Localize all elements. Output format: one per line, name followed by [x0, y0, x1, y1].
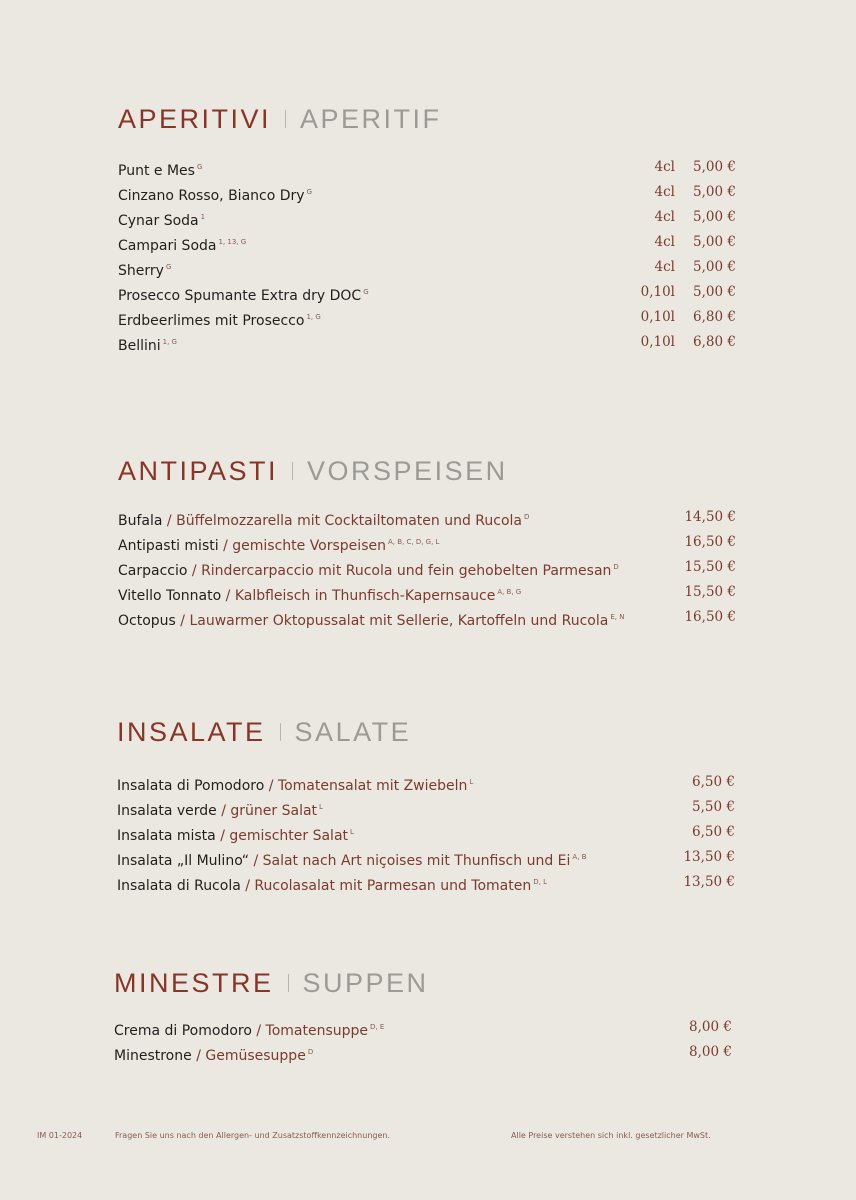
item-quantity: 0,10l	[640, 309, 675, 325]
item-price: 6,50 €	[692, 774, 735, 790]
heading-italian: MINESTRE	[114, 967, 274, 998]
footer-code: IM 01-2024	[37, 1131, 83, 1140]
menu-item	[114, 1015, 734, 1040]
item-allergens: G	[196, 163, 203, 171]
item-separator: /	[187, 563, 202, 579]
item-price: 13,50 €	[683, 849, 735, 865]
aperitivi-heading	[118, 102, 738, 136]
item-allergens: A, B	[572, 853, 587, 861]
menu-item	[118, 155, 738, 180]
item-allergens: 1, G	[162, 338, 177, 346]
menu-item	[117, 795, 737, 820]
item-price: 13,50 €	[683, 874, 735, 890]
item-price: 14,50 €	[684, 509, 736, 525]
item-separator: /	[191, 1048, 206, 1064]
item-name: Vitello Tonnato	[118, 588, 222, 604]
menu-item	[118, 330, 738, 355]
item-name: Bufala	[118, 513, 163, 529]
item-separator: /	[240, 878, 255, 894]
item-allergens: D	[613, 563, 619, 571]
item-price: 16,50 €	[684, 534, 736, 550]
item-description: Tomatensuppe	[265, 1023, 369, 1039]
item-price: 5,00 €	[693, 184, 736, 200]
item-separator: /	[251, 1023, 266, 1039]
insalate-heading	[117, 715, 737, 749]
item-quantity: 4cl	[654, 234, 675, 250]
item-separator: /	[264, 778, 278, 794]
menu-item	[117, 770, 737, 795]
item-quantity: 4cl	[654, 259, 675, 275]
item-description: gemischter Salat	[229, 828, 349, 844]
item-price: 6,80 €	[693, 309, 736, 325]
item-description: Rucolasalat mit Parmesan und Tomaten	[254, 878, 532, 894]
item-name: Insalata di Rucola	[117, 878, 241, 894]
aperitivi-section	[118, 102, 738, 355]
footer-allergen-note: Fragen Sie uns nach den Allergen- und Zusatzstoffkennzeichnungen.	[115, 1131, 391, 1140]
item-price: 15,50 €	[684, 559, 736, 575]
item-name: Carpaccio	[118, 563, 188, 579]
item-price: 5,00 €	[693, 284, 736, 300]
item-name: Octopus	[118, 613, 176, 629]
item-quantity: 4cl	[654, 184, 675, 200]
item-quantity: 4cl	[654, 209, 675, 225]
item-description: Lauwarmer Oktopussalat mit Sellerie, Kartoffeln und Rucola	[189, 613, 609, 629]
menu-item	[117, 845, 737, 870]
footer-price-note: Alle Preise verstehen sich inkl. gesetzlicher MwSt.	[511, 1131, 711, 1140]
minestre-section	[114, 966, 734, 1065]
item-name: Antipasti misti	[118, 538, 219, 554]
item-name: Insalata „Il Mulino“	[117, 853, 249, 869]
item-description: Gemüsesuppe	[205, 1048, 306, 1064]
heading-italian: ANTIPASTI	[118, 455, 279, 486]
item-separator: /	[215, 828, 230, 844]
item-name: Erdbeerlimes mit Prosecco	[118, 313, 305, 329]
heading-divider	[285, 110, 286, 128]
item-description: Salat nach Art niçoises mit Thunfisch und Ei	[262, 853, 571, 869]
item-allergens: G	[363, 288, 369, 296]
item-allergens: 1, 13, G	[218, 238, 247, 246]
item-price: 16,50 €	[684, 609, 736, 625]
item-description: grüner Salat	[230, 803, 318, 819]
item-separator: /	[216, 803, 231, 819]
item-name: Campari Soda	[118, 238, 217, 254]
item-price: 15,50 €	[684, 584, 736, 600]
item-allergens: 1	[200, 213, 206, 221]
item-quantity: 0,10l	[640, 334, 675, 350]
heading-italian: INSALATE	[117, 716, 266, 747]
item-name: Insalata verde	[117, 803, 217, 819]
item-name: Cinzano Rosso, Bianco Dry	[118, 188, 305, 204]
insalate-section	[117, 715, 737, 895]
heading-divider	[292, 462, 293, 480]
heading-german: VORSPEISEN	[307, 455, 508, 486]
menu-item	[118, 580, 738, 605]
heading-german: APERITIF	[300, 103, 442, 134]
item-allergens: G	[306, 188, 312, 196]
item-price: 5,00 €	[693, 159, 736, 175]
menu-item	[118, 505, 738, 530]
item-allergens: A, B, G	[497, 588, 522, 596]
menu-item	[118, 530, 738, 555]
minestre-heading	[114, 966, 734, 1000]
item-description: Büffelmozzarella mit Cocktailtomaten und Rucola	[176, 513, 523, 529]
heading-german: SALATE	[294, 716, 412, 747]
item-description: Rindercarpaccio mit Rucola und fein gehobelten Parmesan	[201, 563, 612, 579]
item-separator: /	[175, 613, 190, 629]
item-price: 8,00 €	[689, 1019, 732, 1035]
item-price: 5,00 €	[693, 259, 736, 275]
menu-item	[117, 820, 737, 845]
item-name: Insalata mista	[117, 828, 216, 844]
item-description: Tomatensalat mit Zwiebeln	[277, 778, 468, 794]
item-description: gemischte Vorspeisen	[232, 538, 386, 554]
menu-item	[118, 555, 738, 580]
item-name: Crema di Pomodoro	[114, 1023, 252, 1039]
item-name: Insalata di Pomodoro	[117, 778, 265, 794]
menu-item	[118, 255, 738, 280]
minestre-list	[114, 1015, 734, 1065]
item-price: 6,80 €	[693, 334, 736, 350]
heading-german: SUPPEN	[302, 967, 429, 998]
item-price: 6,50 €	[692, 824, 735, 840]
item-allergens: G	[165, 263, 172, 271]
item-price: 8,00 €	[689, 1044, 732, 1060]
item-name: Punt e Mes	[118, 163, 195, 179]
item-quantity: 4cl	[654, 159, 675, 175]
heading-divider	[280, 723, 281, 741]
item-quantity: 0,10l	[640, 284, 675, 300]
item-separator: /	[221, 588, 235, 604]
item-description: Kalbfleisch in Thunfisch-Kapernsauce	[234, 588, 496, 604]
item-name: Sherry	[118, 263, 164, 279]
item-allergens: D	[307, 1048, 314, 1056]
item-allergens: 1, G	[306, 313, 321, 321]
item-separator: /	[162, 513, 177, 529]
item-allergens: D	[524, 513, 530, 521]
heading-divider	[288, 974, 289, 992]
menu-item	[118, 305, 738, 330]
antipasti-list	[118, 505, 738, 630]
heading-italian: APERITIVI	[118, 103, 272, 134]
antipasti-section	[118, 454, 738, 630]
menu-item	[117, 870, 737, 895]
item-allergens: L	[319, 803, 323, 811]
item-price: 5,50 €	[692, 799, 735, 815]
menu-item	[114, 1040, 734, 1065]
item-separator: /	[249, 853, 263, 869]
item-price: 5,00 €	[693, 234, 736, 250]
item-separator: /	[218, 538, 233, 554]
item-allergens: L	[350, 828, 354, 836]
item-name: Bellini	[118, 338, 161, 354]
antipasti-heading	[118, 454, 738, 488]
menu-item	[118, 280, 738, 305]
item-price: 5,00 €	[693, 209, 736, 225]
aperitivi-list	[118, 155, 738, 355]
item-name: Minestrone	[114, 1048, 192, 1064]
item-name: Cynar Soda	[118, 213, 199, 229]
item-allergens: L	[469, 778, 474, 786]
menu-item	[118, 605, 738, 630]
item-allergens: D, L	[533, 878, 547, 886]
insalate-list	[117, 770, 737, 895]
menu-item	[118, 205, 738, 230]
menu-item	[118, 180, 738, 205]
item-allergens: A, B, C, D, G, L	[387, 538, 440, 546]
item-allergens: D, E	[370, 1023, 385, 1031]
menu-item	[118, 230, 738, 255]
item-name: Prosecco Spumante Extra dry DOC	[118, 288, 362, 304]
item-allergens: E, N	[610, 613, 625, 621]
